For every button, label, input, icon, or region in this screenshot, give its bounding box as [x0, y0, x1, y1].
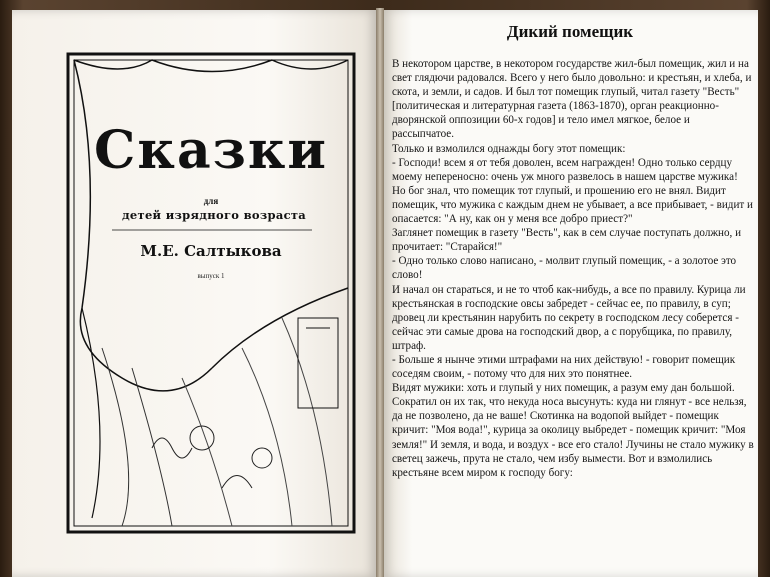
story-paragraph: - Больше я нынче этими штрафами на них действую! - говорит помещик соседям своим, - потому что для них это понятнее.: [392, 353, 736, 381]
story-paragraph: Заглянет помещик в газету "Весть", как в сем случае поступать должно, и прочитает: "Старайся!": [392, 227, 742, 254]
cover-subtitle: детей изрядного возраста: [121, 208, 307, 222]
story-text: [392, 57, 754, 480]
cover-for-label: для: [203, 196, 219, 206]
story-paragraph: - Господи! всем я от тебя доволен, всем награжден! Одно только сердцу моему непереносно: очень уж много развелось в нашем царстве мужика!: [392, 156, 738, 183]
story-title: Дикий помещик: [506, 22, 634, 41]
cover-issue: выпуск 1: [197, 272, 225, 280]
cover-title: Сказки: [94, 120, 328, 181]
book-spine: [376, 8, 384, 577]
cover-author: М.Е. Салтыкова: [140, 242, 282, 260]
story-paragraph: В некотором царстве, в некотором государстве жил-был помещик, жил и на свет глядючи радовался. Всего у него было довольно: и крестьян, и хлеба, и скота, и земли, и садов. И был тот помещик глупый, читал газету "Весть" [политическая и литературная газета (1863-1870), орган реакционно-дворянской оппозиции 60-х годов] и тело имел мягкое, белое и рассыпчатое.: [392, 58, 752, 141]
story-paragraph: Видят мужики: хоть и глупый у них помещик, а разум ему дан большой. Сократил он их так, что некуда носа высунуть: куда ни глянут - все нельзя, да не позволено, да не ваше! Скотинка на водопой выйдет - помещик кричит: "Моя вода!", курица за околицу выбредет - помещик кричит: "Моя земля!" И земля, и вода, и воздух - все его стало! Лучины не стало мужику в светец зажечь, прута не стало, чем избу вымести. Вот и взмолились крестьяне всем миром к господу богу:: [392, 382, 754, 479]
story-paragraph: - Одно только слово написано, - молвит глупый помещик, - а золотое это слово!: [392, 255, 737, 282]
book-cover-illustration: [62, 48, 360, 538]
story-paragraph: Только и взмолился однажды богу этот помещик:: [392, 142, 626, 155]
story-paragraph: И начал он стараться, и не то чтоб как-нибудь, а все по правилу. Курица ли крестьянская в господские овсы забредет - сейчас ее, по правилу, в суп; дровец ли крестьянин нарубить по секрету в господском лесу соберется - сейчас эти самые дрова на господский двор, а с порубщика, по правилу, штраф.: [392, 283, 746, 352]
story-paragraph: Но бог знал, что помещик тот глупый, и прошению его не внял. Видит помещик, что мужика с каждым днем не убывает, а все прибывает, - видит и опасается: "А ну, как он у меня все добро приест?": [392, 184, 753, 226]
